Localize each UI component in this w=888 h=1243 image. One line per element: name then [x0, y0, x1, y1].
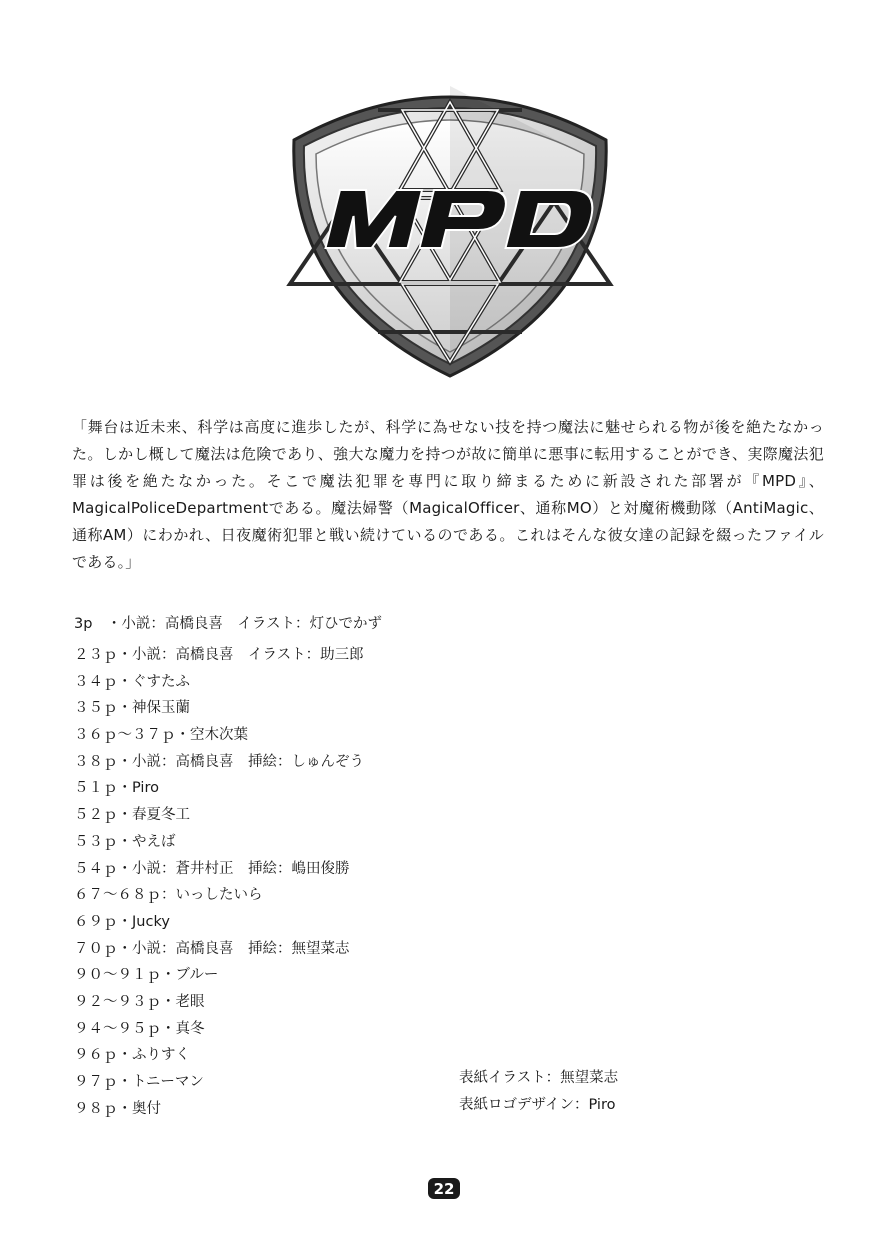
- toc-item: ９０～９１ｐ・ブルー: [74, 967, 219, 984]
- toc-item: ２３ｐ・小説：高橋良喜 イラスト：助三郎: [74, 647, 364, 663]
- page-number-text: 22: [433, 1180, 455, 1198]
- mpd-shield-emblem: [282, 62, 618, 382]
- toc-item: 3p ・小説：高橋良喜 イラスト：灯ひでかず: [74, 616, 382, 632]
- toc-item: ３６ｐ～３７ｐ・空木次葉: [74, 727, 248, 744]
- cover-credits: [459, 1065, 618, 1119]
- toc-item: ９８ｐ・奥付: [74, 1100, 161, 1117]
- intro-paragraph: 「舞台は近未来、科学は高度に進歩したが、科学に為せない技を持つ魔法に魅せられる物が後を絶たなかった。しかし概して魔法は危険であり、強大な魔力を持つが故に簡単に悪事に転用することができ、実際魔法犯罪は後を絶たなかった。そこで魔法犯罪を専門に取り締まるために新設された部署が『MPD』、MagicalPoliceDepartmentである。魔法婦警（MagicalOfficer、通称MO）と対魔術機動隊（AntiMagic、通称AM）にわかれ、日夜魔術犯罪と戦い続けているのである。これはそんな彼女達の記録を綴ったファイルである。」: [72, 418, 824, 571]
- toc-item: ３４ｐ・ぐすたふ: [74, 673, 190, 690]
- toc-item: ５４ｐ・小説：蒼井村正 挿絵：嶋田俊勝: [74, 860, 350, 877]
- toc-item: ９６ｐ・ふりすく: [74, 1047, 190, 1064]
- toc-item: ９２～９３ｐ・老眼: [74, 993, 205, 1010]
- toc-item: ５１ｐ・Piro: [74, 780, 159, 797]
- toc-item: ９７ｐ・トニーマン: [74, 1074, 204, 1090]
- page-number: [427, 1177, 461, 1200]
- toc-item: ６７～６８ｐ：いっしたいら: [74, 887, 263, 904]
- page-number-badge: [427, 1177, 461, 1200]
- mpd-logo: [282, 62, 618, 382]
- toc-item: ３５ｐ・神保玉蘭: [74, 700, 190, 717]
- toc-item: ６９ｐ・Jucky: [74, 913, 170, 930]
- toc-item: ９４～９５ｐ・真冬: [74, 1020, 205, 1037]
- table-of-contents: [74, 611, 494, 1122]
- toc-item: ３８ｐ・小説：高橋良喜 挿絵：しゅんぞう: [74, 753, 364, 770]
- toc-item: ７０ｐ・小説：高橋良喜 挿絵：無望菜志: [74, 940, 350, 957]
- cover-illustration-credit: 表紙イラスト：無望菜志: [459, 1070, 619, 1086]
- toc-item: ５３ｐ・やえば: [74, 833, 176, 850]
- logo-design-credit: 表紙ロゴデザイン：Piro: [459, 1097, 616, 1113]
- toc-item: ５２ｐ・春夏冬工: [74, 807, 190, 824]
